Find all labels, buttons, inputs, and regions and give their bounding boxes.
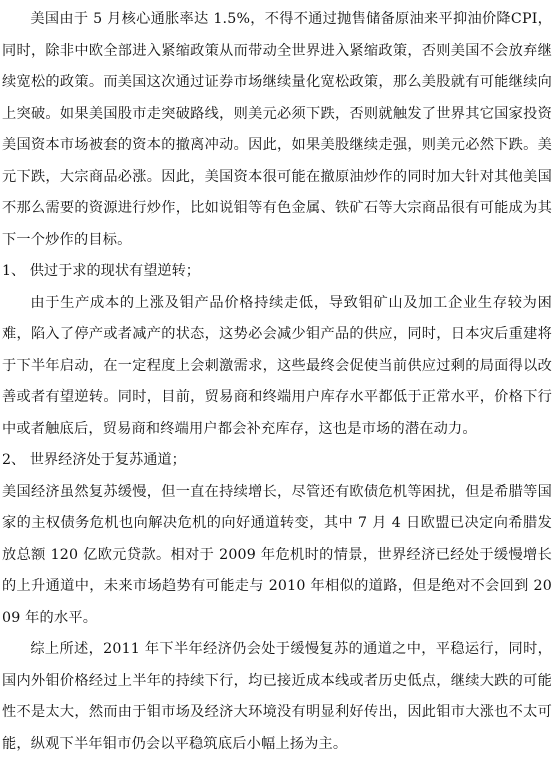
paragraph-supply-demand: 由于生产成本的上涨及钼产品价格持续走低，导致钼矿山及加工企业生存较为困难，陷入了停产或者减产的状态，这势必会减少钼产品的供应，同时，日本灾后重建将于下半年启动，在一定程度上会刺激需求，这些最终会促使当前供应过剩的局面得以改善或者有望逆转。同时，目前，贸易商和终端用户库存水平都低于正常水平，价格下行中或者触底后，贸易商和终端用户都会补充库存，这也是市场的潜在动力。 <box>2 294 552 437</box>
paragraph-world-economy: 美国经济虽然复苏缓慢，但一直在持续增长，尽管还有欧债危机等困扰，但是希腊等国家的主权债务危机也向解决危机的向好通道转变，其中 7 月 4 日欧盟已决定向希腊发放总额 120 亿欧元贷款。相对于 2009 年危机时的情景，世界经济已经处于缓慢增长的上升通道中，未来市场趋势有可能走与 2010 年相似的道路，但是绝对不会回到 2009 年的水平。 <box>2 483 552 626</box>
section-heading-supply: 1、 供过于求的现状有望逆转； <box>2 263 200 279</box>
section-heading-economy: 2、 世界经济处于复苏通道； <box>2 452 186 468</box>
paragraph-conclusion: 综上所述，2011 年下半年经济仍会处于缓慢复苏的通道之中，平稳运行，同时，国内外钼价格经过上半年的持续下行，均已接近成本线或者历史低点，继续大跌的可能性不是太大，然而由于钼市场及经济大环境没有明显利好传出，因此钼市大涨也不太可能，纵观下半年钼市仍会以平稳筑底后小幅上扬为主。 <box>2 641 552 752</box>
paragraph-us-inflation: 美国由于 5 月核心通胀率达 1.5%，不得不通过抛售储备原油来平抑油价降CPI，同时，除非中欧全部进入紧缩政策从而带动全世界进入紧缩政策，否则美国不会放弃继续宽松的政策。而美国这次通过证券市场继续量化宽松政策，那么美股就有可能继续向上突破。如果美国股市走突破路线，则美元必须下跌，否则就触发了世界其它国家投资美国资本市场被套的资本的撤离冲动。因此，如果美股继续走强，则美元必然下跌。美元下跌，大宗商品必涨。因此，美国资本很可能在撤原油炒作的同时加大针对其他美国不那么需要的资源进行炒作，比如说钼等有色金属、铁矿石等大宗商品很有可能成为其下一个炒作的目标。 <box>2 11 552 248</box>
